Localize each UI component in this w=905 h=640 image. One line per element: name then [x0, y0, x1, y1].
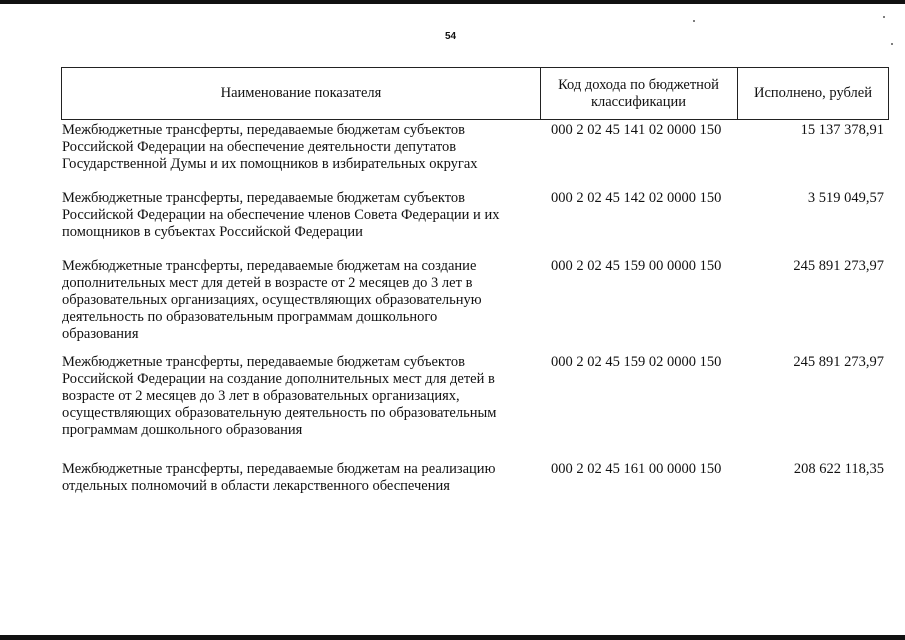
header-amount-column — [737, 68, 889, 119]
row-code: 000 2 02 45 141 02 0000 150 — [551, 122, 722, 138]
header-code-column — [540, 68, 737, 119]
row-amount: 3 519 049,57 — [807, 190, 884, 206]
scan-speck — [891, 43, 893, 45]
header-name-label: Наименование показателя — [220, 85, 382, 101]
row-amount: 15 137 378,91 — [800, 122, 884, 138]
header-code-label: Код дохода по бюджетной классификации — [558, 76, 719, 110]
row-amount: 208 622 118,35 — [793, 461, 884, 477]
bottom-scan-border — [0, 635, 905, 640]
row-name: Межбюджетные трансферты, передаваемые бюджетам субъектов Российской Федерации на обеспечение деятельности депутатов Государственной Думы и их помощников в избирательных округах — [62, 122, 478, 172]
table-header — [61, 67, 889, 120]
row-amount: 245 891 273,97 — [793, 354, 884, 370]
row-code: 000 2 02 45 159 00 0000 150 — [551, 258, 722, 274]
row-code: 000 2 02 45 161 00 0000 150 — [551, 461, 722, 477]
row-amount: 245 891 273,97 — [793, 258, 884, 274]
row-name: Межбюджетные трансферты, передаваемые бюджетам субъектов Российской Федерации на обеспечение членов Совета Федерации и их помощников в субъектах Российской Федерации — [62, 190, 500, 240]
row-name: Межбюджетные трансферты, передаваемые бюджетам на создание дополнительных мест для детей в возрасте от 2 месяцев до 3 лет в образовательных организациях, осуществляющих образовательную деятельность по образовательным программам дошкольного образования — [62, 258, 482, 342]
row-code: 000 2 02 45 142 02 0000 150 — [551, 190, 722, 206]
row-name: Межбюджетные трансферты, передаваемые бюджетам на реализацию отдельных полномочий в области лекарственного обеспечения — [62, 461, 496, 494]
page-number: 54 — [445, 31, 457, 42]
scan-speck — [693, 20, 695, 22]
header-amount-label: Исполнено, рублей — [754, 85, 872, 101]
header-name-column — [62, 68, 540, 119]
row-name: Межбюджетные трансферты, передаваемые бюджетам субъектов Российской Федерации на создание дополнительных мест для детей в возрасте от 2 месяцев до 3 лет в образовательных организациях, осуществляющих образовательную деятельность по образовательным программам дошкольного образования — [62, 354, 497, 438]
top-scan-border — [0, 0, 905, 4]
row-code: 000 2 02 45 159 02 0000 150 — [551, 354, 722, 370]
scan-speck — [883, 16, 885, 18]
